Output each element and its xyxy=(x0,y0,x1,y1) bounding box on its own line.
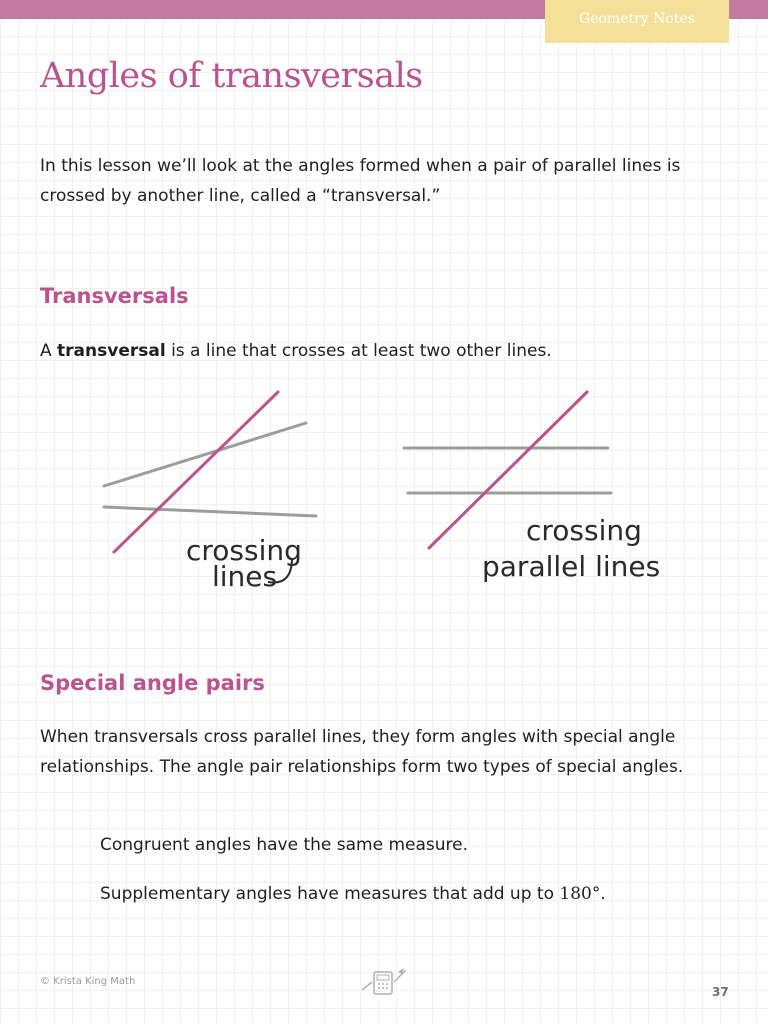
supplementary-definition xyxy=(100,884,606,904)
supplementary-suffix: . xyxy=(600,884,606,904)
transversal-definition xyxy=(40,336,730,366)
transversal-diagrams xyxy=(0,380,768,600)
special-angles-paragraph: When transversals cross parallel lines, they form angles with special angle relationships. The angle pair relationships form two types of special angles. xyxy=(40,727,684,777)
transversals-heading: Transversals xyxy=(40,284,189,308)
definition-term: transversal xyxy=(57,341,166,361)
right-label-line1: crossing xyxy=(526,514,642,547)
definition-prefix: A xyxy=(40,341,58,361)
congruent-definition: Congruent angles have the same measure. xyxy=(100,835,468,855)
supplementary-value: 180° xyxy=(559,884,601,904)
left-label-line1: crossing xyxy=(186,534,302,567)
page-number: 37 xyxy=(712,985,729,999)
left-line-lower xyxy=(104,507,316,516)
left-transversal xyxy=(114,392,278,552)
copyright-text: © Krista King Math xyxy=(40,976,136,987)
left-label-line2: lines xyxy=(212,560,278,593)
calculator-pencil-icon xyxy=(360,966,408,996)
left-line-upper xyxy=(104,423,306,486)
section-tab: Geometry Notes xyxy=(545,0,729,43)
special-angle-pairs-heading: Special angle pairs xyxy=(40,671,265,695)
supplementary-prefix: Supplementary angles have measures that add up to xyxy=(100,884,560,904)
right-label-line2: parallel lines xyxy=(482,550,661,583)
definition-suffix: is a line that crosses at least two other lines. xyxy=(165,341,552,361)
page-title: Angles of transversals xyxy=(40,56,423,96)
intro-paragraph: In this lesson we’ll look at the angles formed when a pair of parallel lines is crossed by another line, called a “transversal.” xyxy=(40,156,681,206)
